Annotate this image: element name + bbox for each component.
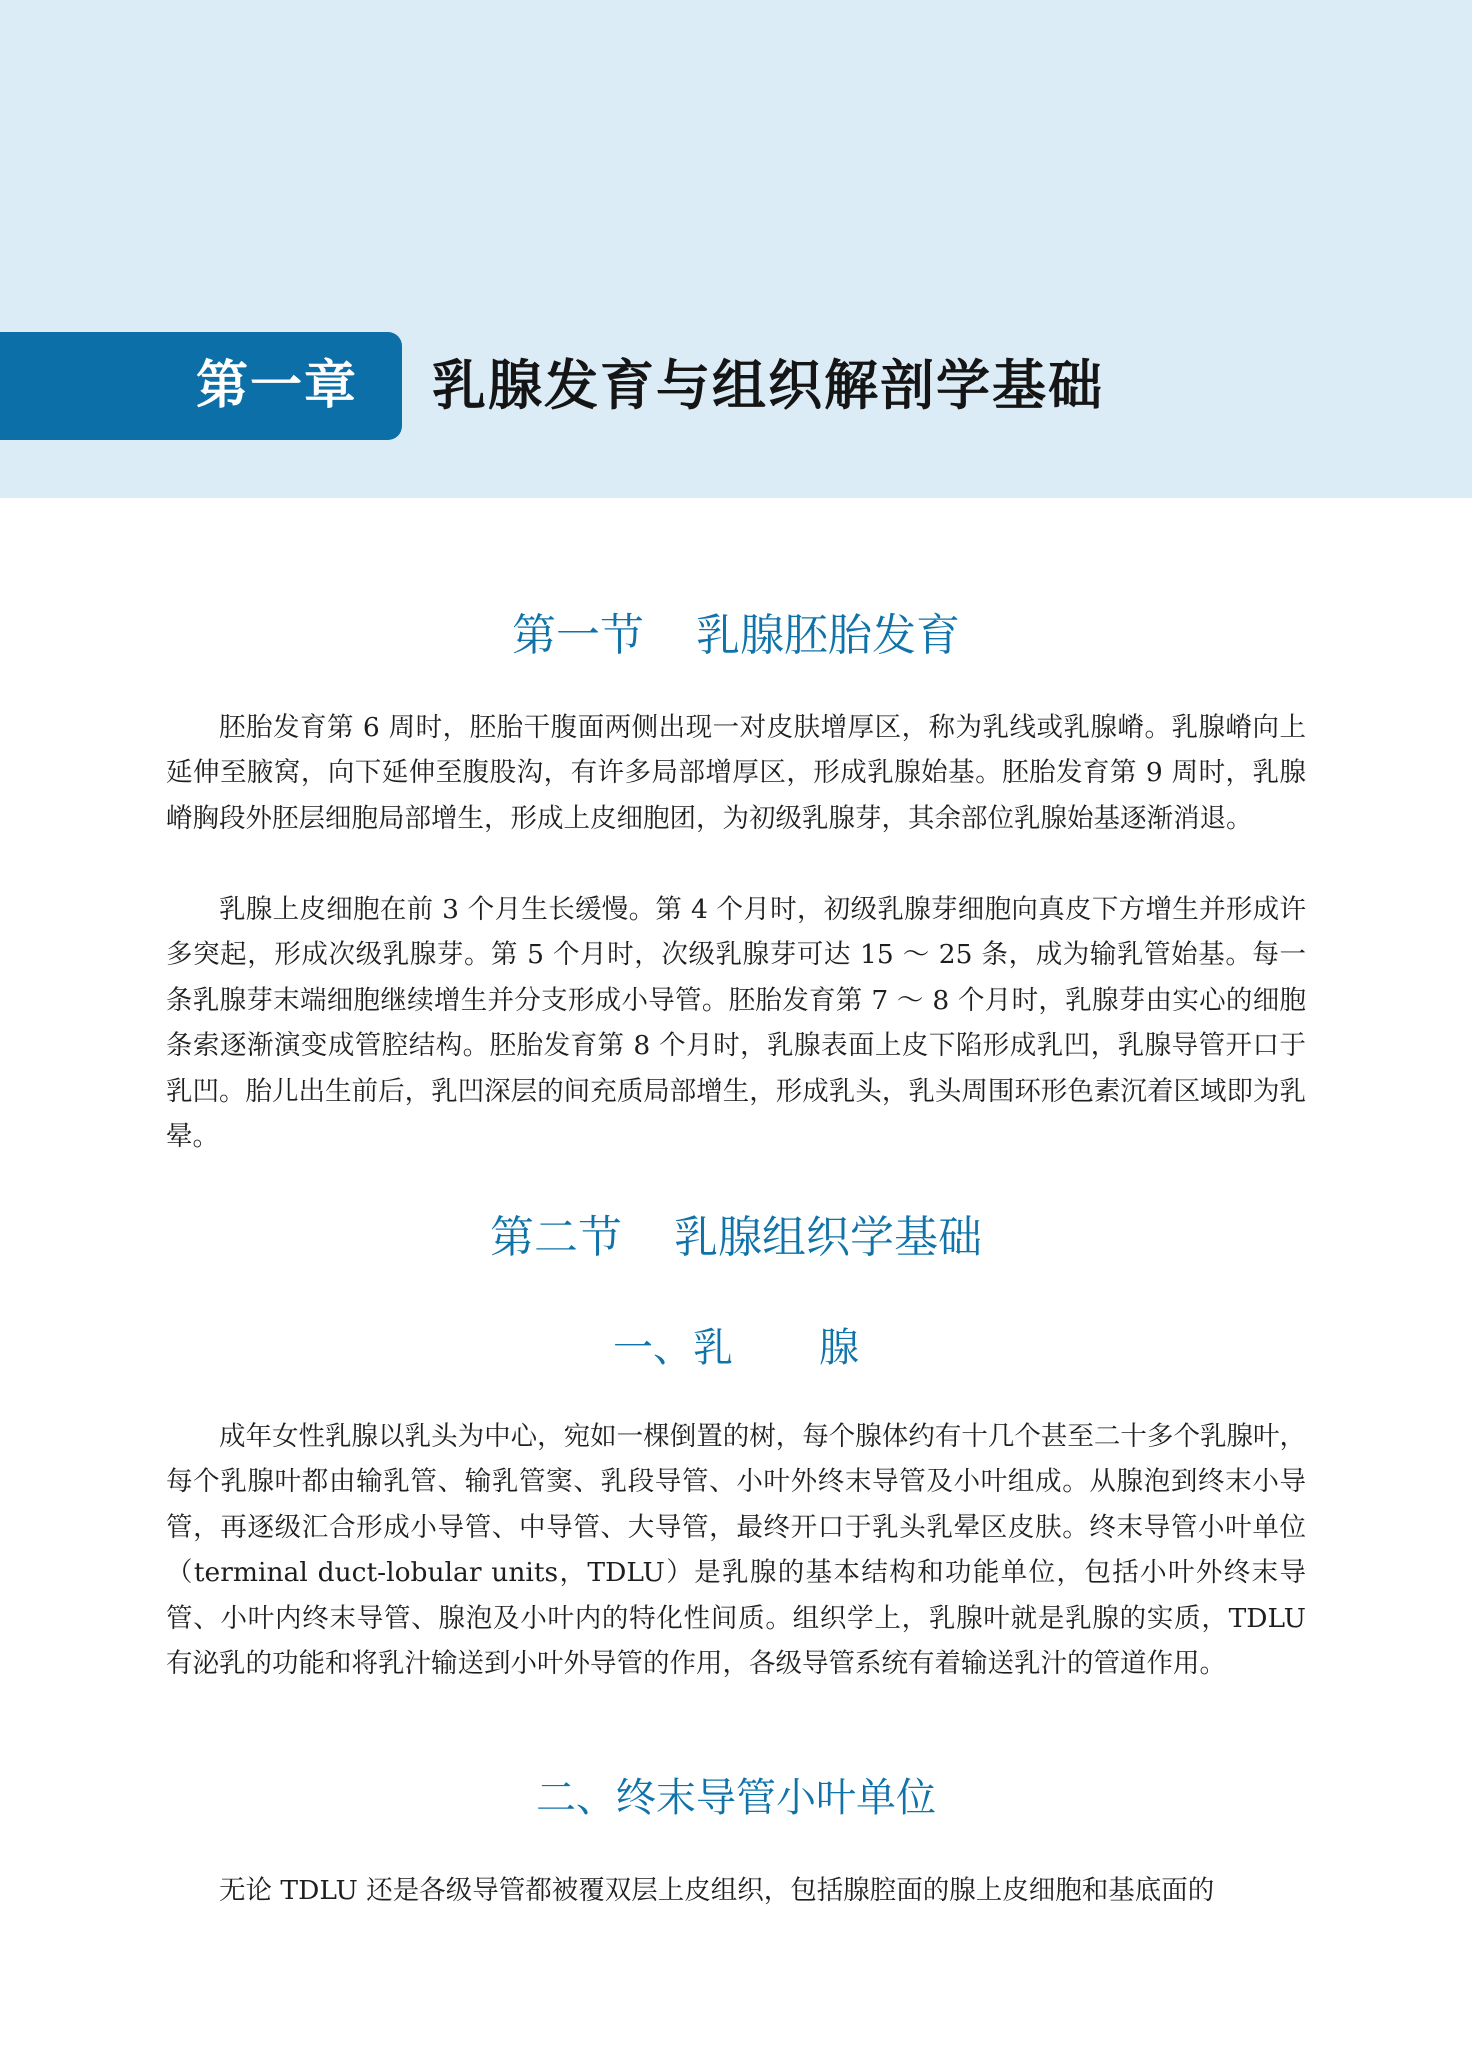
section-2-title: 乳腺组织学基础 — [674, 1212, 982, 1263]
subsection-1-prefix: 一、乳 — [613, 1325, 733, 1371]
section-2-number: 第二节 — [490, 1212, 622, 1263]
section-1-number: 第一节 — [512, 610, 644, 661]
subsection-1-heading — [0, 1320, 1472, 1376]
section-2-heading — [0, 1208, 1472, 1268]
section-1-title: 乳腺胚胎发育 — [696, 610, 960, 661]
section-1-paragraph-1: 胚胎发育第 6 周时，胚胎干腹面两侧出现一对皮肤增厚区，称为乳线或乳腺嵴。乳腺嵴向上延伸至腋窝，向下延伸至腹股沟，有许多局部增厚区，形成乳腺始基。胚胎发育第 9 周时，乳腺嵴胸段外胚层细胞局部增生，形成上皮细胞团，为初级乳腺芽，其余部位乳腺始基逐渐消退。 — [166, 712, 1306, 834]
subsection-1-paragraph: 成年女性乳腺以乳头为中心，宛如一棵倒置的树，每个腺体约有十几个甚至二十多个乳腺叶，每个乳腺叶都由输乳管、输乳管窦、乳段导管、小叶外终末导管及小叶组成。从腺泡到终末小导管，再逐级汇合形成小导管、中导管、大导管，最终开口于乳头乳晕区皮肤。终末导管小叶单位（terminal duct-lobular units，TDLU）是乳腺的基本结构和功能单位，包括小叶外终末导管、小叶内终末导管、腺泡及小叶内的特化性间质。组织学上，乳腺叶就是乳腺的实质，TDLU 有泌乳的功能和将乳汁输送到小叶外导管的作用，各级导管系统有着输送乳汁的管道作用。 — [166, 1421, 1306, 1680]
subsection-2-paragraph: 无论 TDLU 还是各级导管都被覆双层上皮组织，包括腺腔面的腺上皮细胞和基底面的 — [219, 1875, 1215, 1906]
chapter-label: 第一章 — [196, 356, 359, 416]
section-1-paragraph-2: 乳腺上皮细胞在前 3 个月生长缓慢。第 4 个月时，初级乳腺芽细胞向真皮下方增生并形成许多突起，形成次级乳腺芽。第 5 个月时，次级乳腺芽可达 15 ～ 25 条，成为输乳管始基。每一条乳腺芽末端细胞继续增生并分支形成小导管。胚胎发育第 7 ～ 8 个月时，乳腺芽由实心的细胞条索逐渐演变成管腔结构。胚胎发育第 8 个月时，乳腺表面上皮下陷形成乳凹，乳腺导管开口于乳凹。胎儿出生前后，乳凹深层的间充质局部增生，形成乳头，乳头周围环形色素沉着区域即为乳晕。 — [166, 894, 1306, 1153]
subsection-2-heading: 二、终末导管小叶单位 — [536, 1775, 936, 1821]
subsection-1-suffix: 腺 — [819, 1325, 859, 1371]
chapter-title: 乳腺发育与组织解剖学基础 — [432, 354, 1104, 417]
section-1-heading — [0, 606, 1472, 666]
